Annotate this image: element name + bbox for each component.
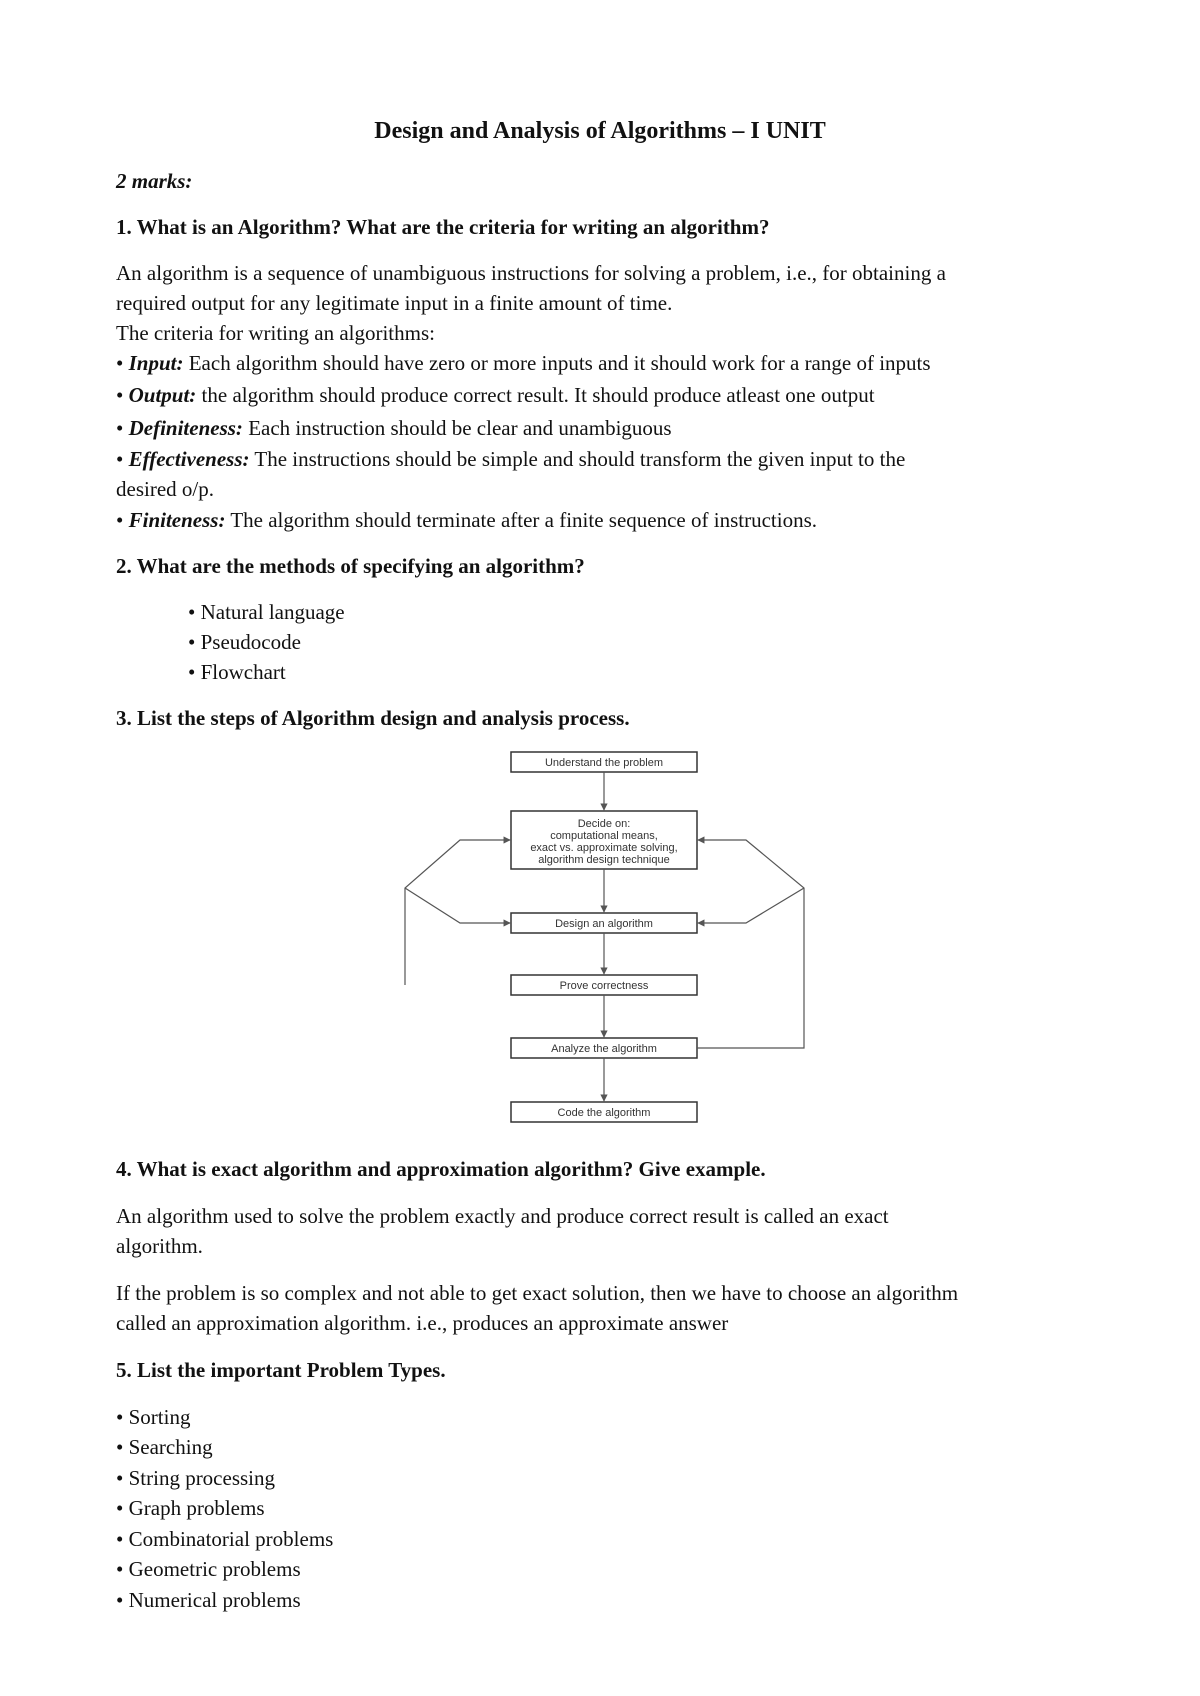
criterion-term: Output: <box>128 383 197 407</box>
criterion-term: Finiteness: <box>128 508 226 532</box>
method-item: • Pseudocode <box>188 630 301 654</box>
problem-type-item: • Searching <box>116 1435 213 1459</box>
problem-type-item: • String processing <box>116 1466 276 1490</box>
criterion-input: • Input: Each algorithm should have zero or more inputs and it should work for a range of inputs <box>116 351 931 375</box>
criterion-text: Each algorithm should have zero or more inputs and it should work for a range of inputs <box>183 351 931 375</box>
q1-answer-line-1: An algorithm is a sequence of unambiguous instructions for solving a problem, i.e., for obtaining a <box>116 261 946 285</box>
marks-heading: 2 marks: <box>116 169 193 193</box>
problem-type-item: • Combinatorial problems <box>116 1527 334 1551</box>
criterion-text: The instructions should be simple and should transform the given input to the <box>249 447 906 471</box>
method-item: • Flowchart <box>188 660 286 684</box>
flow-feedback-left-bottom <box>405 888 510 923</box>
flow-label: Decide on: <box>577 818 631 830</box>
criterion-output: • Output: the algorithm should produce correct result. It should produce atleast one output <box>116 383 875 407</box>
question-5: 5. List the important Problem Types. <box>116 1358 446 1382</box>
flow-feedback-right-top <box>697 840 804 1048</box>
problem-type-item: • Sorting <box>116 1405 191 1429</box>
flow-feedback-right-bottom <box>698 888 804 923</box>
flow-label: Understand the problem <box>544 757 664 769</box>
problem-type-item: • Geometric problems <box>116 1557 301 1581</box>
exact-definition-line-1: An algorithm used to solve the problem exactly and produce correct result is called an exact <box>116 1204 889 1228</box>
problem-type-item: • Graph problems <box>116 1496 265 1520</box>
criteria-intro: The criteria for writing an algorithms: <box>116 321 435 345</box>
flow-feedback-left-top <box>405 840 510 985</box>
q1-answer-line-2: required output for any legitimate input in a finite amount of time. <box>116 291 673 315</box>
question-3: 3. List the steps of Algorithm design and analysis process. <box>116 706 630 730</box>
exact-definition-line-2: algorithm. <box>116 1234 203 1258</box>
flow-label: Code the algorithm <box>557 1107 651 1119</box>
criterion-term: Input: <box>128 351 184 375</box>
criterion-effectiveness-cont: desired o/p. <box>116 477 214 501</box>
flow-label: algorithm design technique <box>538 854 670 866</box>
flow-label: Prove correctness <box>559 980 649 992</box>
approx-definition-line-1: If the problem is so complex and not able to get exact solution, then we have to choose an algorithm <box>116 1281 959 1305</box>
criterion-term: Definiteness: <box>128 416 243 440</box>
flow-label: computational means, <box>550 830 658 842</box>
approx-definition-line-2: called an approximation algorithm. i.e., produces an approximate answer <box>116 1311 729 1335</box>
criterion-definiteness: • Definiteness: Each instruction should be clear and unambiguous <box>116 416 672 440</box>
flow-label: exact vs. approximate solving, <box>530 842 678 854</box>
question-2: 2. What are the methods of specifying an algorithm? <box>116 554 585 578</box>
document-title: Design and Analysis of Algorithms – I UNIT <box>374 118 826 144</box>
design-process-flowchart <box>400 750 810 1140</box>
question-4: 4. What is exact algorithm and approximation algorithm? Give example. <box>116 1157 766 1181</box>
question-1: 1. What is an Algorithm? What are the criteria for writing an algorithm? <box>116 215 770 239</box>
problem-type-item: • Numerical problems <box>116 1588 301 1612</box>
criterion-term: Effectiveness: <box>128 447 250 471</box>
criterion-effectiveness: • Effectiveness: The instructions should be simple and should transform the given input to the <box>116 447 906 471</box>
flow-label: Design an algorithm <box>555 918 653 930</box>
criterion-text: the algorithm should produce correct result. It should produce atleast one output <box>196 383 875 407</box>
method-item: • Natural language <box>188 600 345 624</box>
criterion-text: Each instruction should be clear and unambiguous <box>242 416 672 440</box>
flow-label: Analyze the algorithm <box>551 1043 657 1055</box>
criterion-text: The algorithm should terminate after a finite sequence of instructions. <box>225 508 817 532</box>
criterion-finiteness: • Finiteness: The algorithm should terminate after a finite sequence of instructions. <box>116 508 817 532</box>
